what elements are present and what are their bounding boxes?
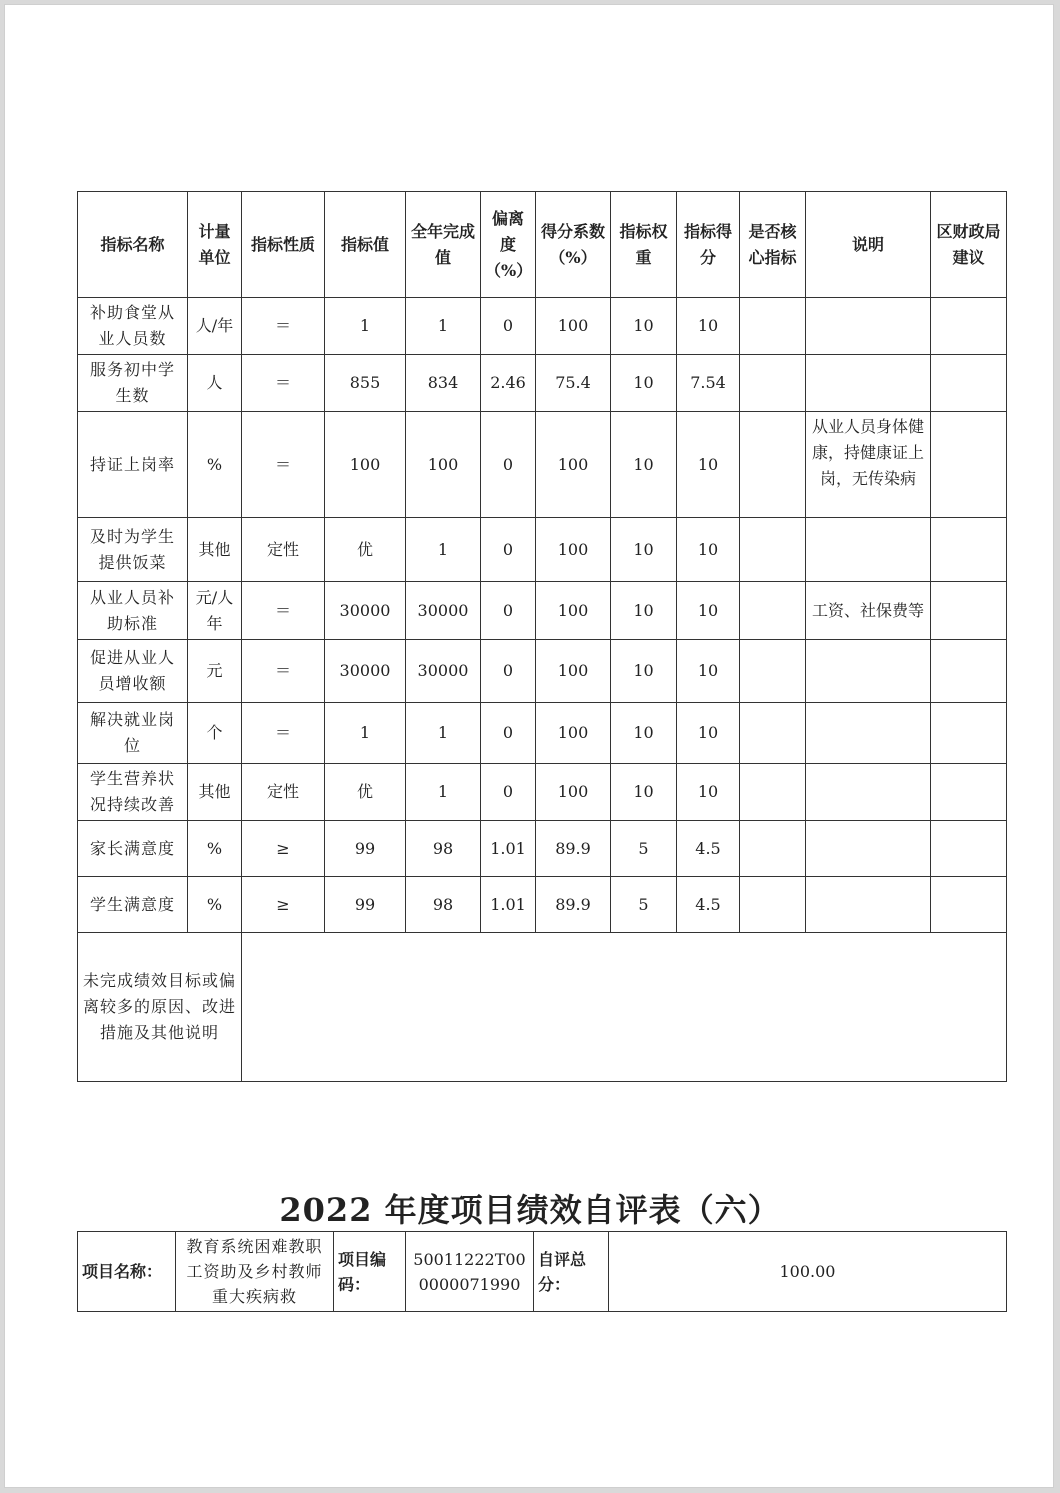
cell-name: 持证上岗率 bbox=[78, 412, 188, 518]
cell-score: 10 bbox=[677, 703, 740, 764]
cell-advice bbox=[931, 355, 1007, 412]
cell-coef: 100 bbox=[536, 518, 611, 582]
cell-actual: 100 bbox=[406, 412, 481, 518]
cell-unit: 元/人年 bbox=[188, 582, 242, 640]
cell-desc bbox=[806, 877, 931, 933]
cell-desc bbox=[806, 298, 931, 355]
cell-name: 从业人员补助标准 bbox=[78, 582, 188, 640]
cell-coef: 89.9 bbox=[536, 877, 611, 933]
cell-name: 学生满意度 bbox=[78, 877, 188, 933]
cell-core bbox=[740, 582, 806, 640]
cell-unit: 其他 bbox=[188, 518, 242, 582]
cell-coef: 100 bbox=[536, 764, 611, 821]
cell-score: 10 bbox=[677, 640, 740, 703]
cell-advice bbox=[931, 640, 1007, 703]
cell-actual: 98 bbox=[406, 877, 481, 933]
cell-target: 30000 bbox=[325, 640, 406, 703]
cell-weight: 10 bbox=[611, 703, 677, 764]
table-row bbox=[78, 764, 1007, 821]
table-body bbox=[78, 298, 1007, 933]
cell-unit: % bbox=[188, 821, 242, 877]
cell-weight: 10 bbox=[611, 412, 677, 518]
cell-deviation: 0 bbox=[481, 412, 536, 518]
cell-advice bbox=[931, 764, 1007, 821]
project-code-label: 项目编码： bbox=[334, 1232, 406, 1312]
cell-score: 4.5 bbox=[677, 877, 740, 933]
project-code-value: 50011222T000000071990 bbox=[406, 1232, 534, 1312]
cell-coef: 75.4 bbox=[536, 355, 611, 412]
header-name: 指标名称 bbox=[78, 192, 188, 298]
cell-advice bbox=[931, 703, 1007, 764]
cell-deviation: 0 bbox=[481, 298, 536, 355]
footer-label: 未完成绩效目标或偏离较多的原因、改进措施及其他说明 bbox=[78, 933, 242, 1082]
header-weight: 指标权重 bbox=[611, 192, 677, 298]
cell-actual: 1 bbox=[406, 764, 481, 821]
header-score: 指标得分 bbox=[677, 192, 740, 298]
cell-nature: 定性 bbox=[242, 518, 325, 582]
cell-core bbox=[740, 703, 806, 764]
cell-score: 10 bbox=[677, 764, 740, 821]
cell-nature: ＝ bbox=[242, 298, 325, 355]
cell-coef: 100 bbox=[536, 703, 611, 764]
cell-desc bbox=[806, 703, 931, 764]
cell-target: 优 bbox=[325, 764, 406, 821]
cell-core bbox=[740, 764, 806, 821]
table-row bbox=[78, 640, 1007, 703]
cell-deviation: 0 bbox=[481, 640, 536, 703]
cell-core bbox=[740, 640, 806, 703]
cell-score: 10 bbox=[677, 298, 740, 355]
cell-deviation: 1.01 bbox=[481, 877, 536, 933]
cell-weight: 5 bbox=[611, 821, 677, 877]
cell-actual: 30000 bbox=[406, 582, 481, 640]
header-deviation: 偏离度（%） bbox=[481, 192, 536, 298]
cell-actual: 1 bbox=[406, 518, 481, 582]
cell-coef: 100 bbox=[536, 640, 611, 703]
cell-actual: 1 bbox=[406, 298, 481, 355]
cell-unit: 其他 bbox=[188, 764, 242, 821]
header-target: 指标值 bbox=[325, 192, 406, 298]
cell-advice bbox=[931, 412, 1007, 518]
cell-desc bbox=[806, 821, 931, 877]
cell-advice bbox=[931, 821, 1007, 877]
table-row bbox=[78, 298, 1007, 355]
cell-deviation: 0 bbox=[481, 518, 536, 582]
header-unit: 计量单位 bbox=[188, 192, 242, 298]
cell-name: 及时为学生提供饭菜 bbox=[78, 518, 188, 582]
cell-coef: 100 bbox=[536, 582, 611, 640]
cell-advice bbox=[931, 518, 1007, 582]
cell-core bbox=[740, 877, 806, 933]
header-core: 是否核心指标 bbox=[740, 192, 806, 298]
table-row bbox=[78, 518, 1007, 582]
cell-weight: 10 bbox=[611, 518, 677, 582]
cell-coef: 100 bbox=[536, 298, 611, 355]
cell-weight: 10 bbox=[611, 640, 677, 703]
self-score-value: 100.00 bbox=[609, 1232, 1007, 1312]
cell-unit: 人 bbox=[188, 355, 242, 412]
cell-target: 1 bbox=[325, 298, 406, 355]
document-page bbox=[4, 4, 1054, 1488]
section-title: 2022 年度项目绩效自评表（六） bbox=[279, 1191, 781, 1229]
cell-desc bbox=[806, 640, 931, 703]
table-row bbox=[78, 412, 1007, 518]
table-row bbox=[78, 877, 1007, 933]
cell-actual: 1 bbox=[406, 703, 481, 764]
cell-unit: % bbox=[188, 412, 242, 518]
cell-core bbox=[740, 298, 806, 355]
cell-weight: 10 bbox=[611, 298, 677, 355]
cell-name: 服务初中学生数 bbox=[78, 355, 188, 412]
cell-unit: 元 bbox=[188, 640, 242, 703]
cell-weight: 10 bbox=[611, 582, 677, 640]
header-coef: 得分系数（%） bbox=[536, 192, 611, 298]
cell-unit: 人/年 bbox=[188, 298, 242, 355]
cell-weight: 10 bbox=[611, 764, 677, 821]
cell-score: 10 bbox=[677, 412, 740, 518]
cell-core bbox=[740, 518, 806, 582]
project-info-table bbox=[77, 1231, 1007, 1312]
cell-nature: ＝ bbox=[242, 703, 325, 764]
cell-core bbox=[740, 355, 806, 412]
cell-nature: ＝ bbox=[242, 412, 325, 518]
cell-name: 补助食堂从业人员数 bbox=[78, 298, 188, 355]
project-name-value: 教育系统困难教职工资助及乡村教师重大疾病救 bbox=[176, 1232, 334, 1312]
cell-actual: 834 bbox=[406, 355, 481, 412]
cell-desc bbox=[806, 764, 931, 821]
cell-deviation: 0 bbox=[481, 764, 536, 821]
cell-nature: ＝ bbox=[242, 355, 325, 412]
cell-core bbox=[740, 821, 806, 877]
project-name-label: 项目名称： bbox=[78, 1232, 176, 1312]
footer-content bbox=[242, 933, 1007, 1082]
cell-actual: 98 bbox=[406, 821, 481, 877]
cell-actual: 30000 bbox=[406, 640, 481, 703]
cell-advice bbox=[931, 298, 1007, 355]
cell-deviation: 0 bbox=[481, 703, 536, 764]
cell-deviation: 1.01 bbox=[481, 821, 536, 877]
cell-deviation: 2.46 bbox=[481, 355, 536, 412]
cell-target: 99 bbox=[325, 821, 406, 877]
header-advice: 区财政局建议 bbox=[931, 192, 1007, 298]
project-info-row bbox=[78, 1232, 1007, 1312]
cell-nature: ＝ bbox=[242, 582, 325, 640]
cell-score: 4.5 bbox=[677, 821, 740, 877]
table-row bbox=[78, 582, 1007, 640]
header-actual: 全年完成值 bbox=[406, 192, 481, 298]
cell-nature: 定性 bbox=[242, 764, 325, 821]
cell-target: 855 bbox=[325, 355, 406, 412]
header-desc: 说明 bbox=[806, 192, 931, 298]
cell-desc bbox=[806, 518, 931, 582]
cell-nature: ≥ bbox=[242, 821, 325, 877]
table-row bbox=[78, 703, 1007, 764]
cell-coef: 89.9 bbox=[536, 821, 611, 877]
cell-score: 10 bbox=[677, 582, 740, 640]
cell-target: 优 bbox=[325, 518, 406, 582]
cell-nature: ＝ bbox=[242, 640, 325, 703]
cell-name: 促进从业人员增收额 bbox=[78, 640, 188, 703]
header-nature: 指标性质 bbox=[242, 192, 325, 298]
cell-weight: 5 bbox=[611, 877, 677, 933]
performance-indicator-table bbox=[77, 191, 1007, 1082]
cell-desc: 工资、社保费等 bbox=[806, 582, 931, 640]
cell-target: 100 bbox=[325, 412, 406, 518]
cell-advice bbox=[931, 582, 1007, 640]
cell-desc: 从业人员身体健康，持健康证上岗，无传染病 bbox=[806, 412, 931, 518]
cell-weight: 10 bbox=[611, 355, 677, 412]
table-row bbox=[78, 821, 1007, 877]
cell-name: 学生营养状况持续改善 bbox=[78, 764, 188, 821]
cell-score: 7.54 bbox=[677, 355, 740, 412]
cell-target: 99 bbox=[325, 877, 406, 933]
cell-target: 30000 bbox=[325, 582, 406, 640]
table-header-row bbox=[78, 192, 1007, 298]
cell-target: 1 bbox=[325, 703, 406, 764]
cell-desc bbox=[806, 355, 931, 412]
cell-coef: 100 bbox=[536, 412, 611, 518]
cell-unit: % bbox=[188, 877, 242, 933]
cell-deviation: 0 bbox=[481, 582, 536, 640]
cell-advice bbox=[931, 877, 1007, 933]
cell-core bbox=[740, 412, 806, 518]
cell-name: 家长满意度 bbox=[78, 821, 188, 877]
cell-name: 解决就业岗位 bbox=[78, 703, 188, 764]
cell-unit: 个 bbox=[188, 703, 242, 764]
cell-nature: ≥ bbox=[242, 877, 325, 933]
table-row bbox=[78, 355, 1007, 412]
cell-score: 10 bbox=[677, 518, 740, 582]
footer-row bbox=[78, 933, 1007, 1082]
self-score-label: 自评总分： bbox=[534, 1232, 609, 1312]
